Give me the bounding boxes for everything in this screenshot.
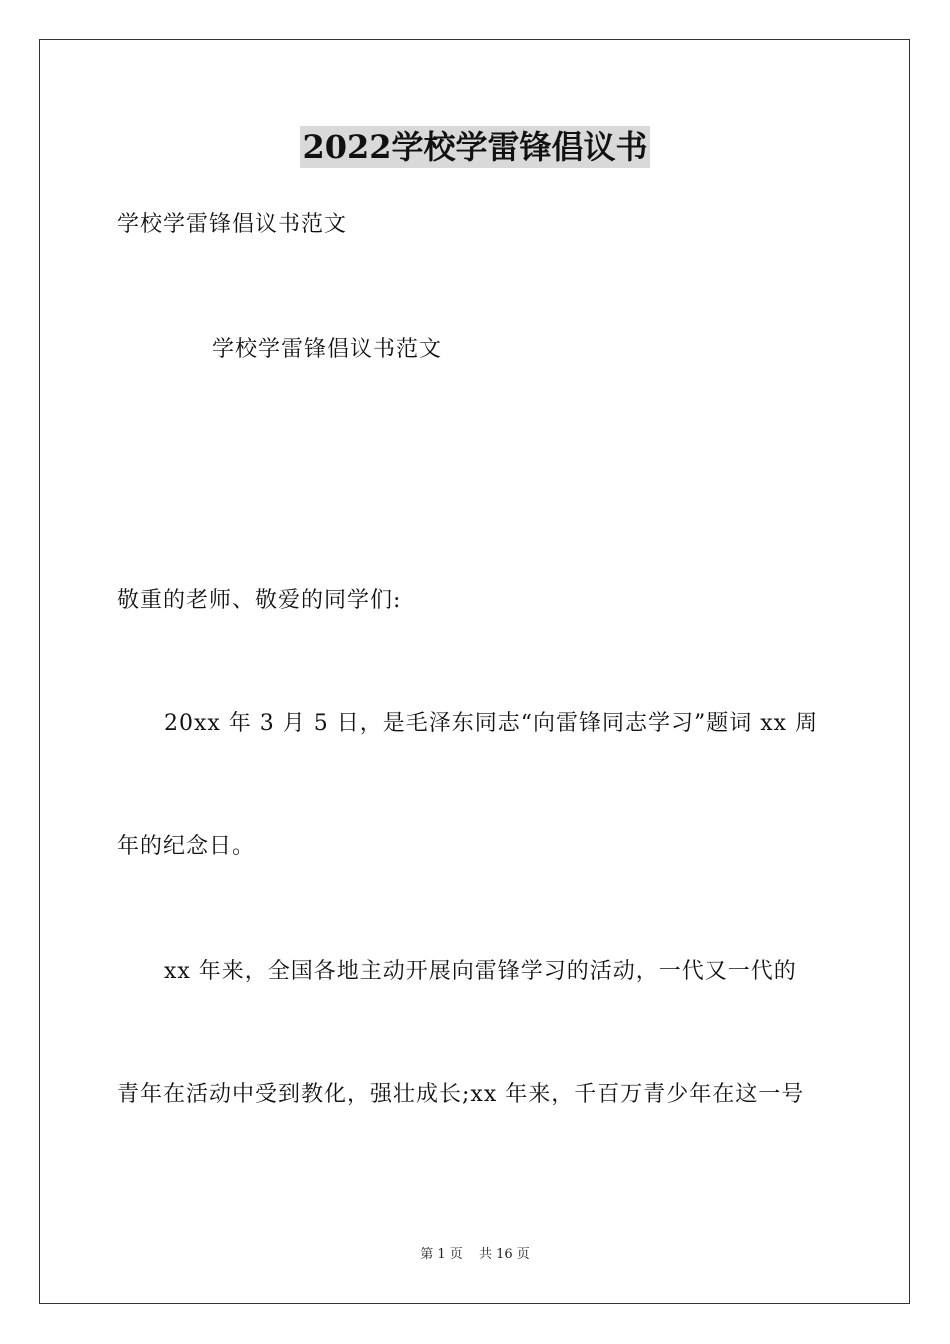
paragraph-1-line-2: 年的纪念日。 (117, 834, 256, 859)
page-number-current: 第 1 页 (420, 1247, 463, 1262)
document-subtitle-indented: 学校学雷锋倡议书范文 (212, 337, 443, 362)
paragraph-2-line-1: xx 年来，全国各地主动开展向雷锋学习的活动，一代又一代的 (164, 959, 797, 984)
paragraph-2-line-2: 青年在活动中受到教化，强壮成长;xx 年来，千百万青少年在这一号 (117, 1082, 805, 1107)
document-title: 2022学校学雷锋倡议书 (302, 128, 648, 166)
page-number-total: 共 16 页 (478, 1247, 530, 1262)
paragraph-1-line-1: 20xx 年 3 月 5 日，是毛泽东同志“向雷锋同志学习”题词 xx 周 (164, 711, 819, 736)
page-footer (0, 1246, 950, 1264)
salutation: 敬重的老师、敬爱的同学们: (117, 588, 402, 613)
title-container (0, 126, 950, 168)
document-subtitle: 学校学雷锋倡议书范文 (117, 212, 348, 237)
